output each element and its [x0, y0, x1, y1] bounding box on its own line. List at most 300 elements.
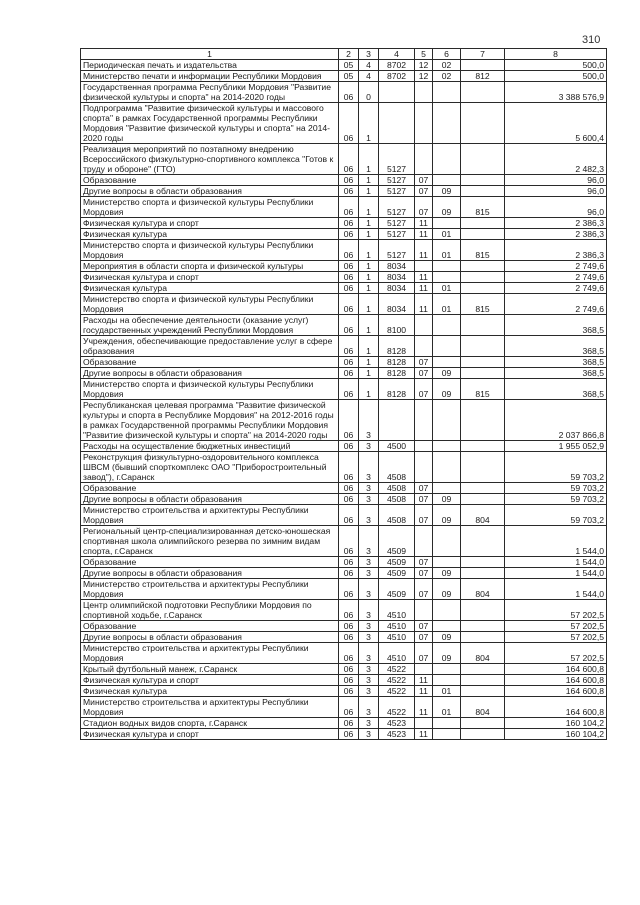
row-code-5: 12: [415, 60, 433, 71]
row-name: Образование: [81, 175, 339, 186]
table-row: [81, 441, 607, 452]
row-code-4: 8034: [379, 283, 415, 294]
row-name: Министерство строительства и архитектуры Республики Мордовия: [81, 643, 339, 664]
row-amount: 1 544,0: [505, 568, 607, 579]
row-code-7: [461, 357, 505, 368]
row-code-2: 06: [339, 526, 359, 557]
row-code-2: 05: [339, 60, 359, 71]
row-code-7: [461, 315, 505, 336]
row-code-2: 06: [339, 283, 359, 294]
row-code-3: 1: [359, 336, 379, 357]
row-code-7: [461, 718, 505, 729]
table-row: [81, 218, 607, 229]
table-row: [81, 675, 607, 686]
row-code-7: 804: [461, 643, 505, 664]
row-name: Министерство спорта и физической культуры Республики Мордовия: [81, 379, 339, 400]
row-name: Образование: [81, 557, 339, 568]
table-row: [81, 557, 607, 568]
row-code-2: 06: [339, 261, 359, 272]
table-row: [81, 600, 607, 621]
row-code-6: 09: [433, 632, 461, 643]
header-col-4: 4: [379, 49, 415, 60]
row-code-2: 06: [339, 675, 359, 686]
row-code-4: 4509: [379, 557, 415, 568]
row-code-5: [415, 144, 433, 175]
row-amount: 96,0: [505, 186, 607, 197]
row-code-6: 01: [433, 229, 461, 240]
table-row: [81, 82, 607, 103]
row-name: Физическая культура и спорт: [81, 272, 339, 283]
row-code-6: 09: [433, 494, 461, 505]
row-code-7: [461, 441, 505, 452]
row-code-5: [415, 452, 433, 483]
row-code-6: [433, 675, 461, 686]
row-amount: 1 955 052,9: [505, 441, 607, 452]
row-code-5: 07: [415, 632, 433, 643]
table-row: [81, 240, 607, 261]
row-name: Мероприятия в области спорта и физической культуры: [81, 261, 339, 272]
row-code-3: 3: [359, 718, 379, 729]
row-code-3: 3: [359, 441, 379, 452]
table-row: [81, 643, 607, 664]
row-code-6: 09: [433, 643, 461, 664]
row-amount: 2 386,3: [505, 218, 607, 229]
row-code-4: 4522: [379, 664, 415, 675]
row-code-2: 06: [339, 197, 359, 218]
row-code-6: [433, 218, 461, 229]
row-name: Другие вопросы в области образования: [81, 494, 339, 505]
row-code-3: 3: [359, 643, 379, 664]
row-name: Физическая культура: [81, 283, 339, 294]
row-code-6: [433, 452, 461, 483]
row-code-6: [433, 557, 461, 568]
table-row: [81, 71, 607, 82]
row-code-2: 06: [339, 483, 359, 494]
row-amount: 164 600,8: [505, 697, 607, 718]
table-row: [81, 368, 607, 379]
row-code-4: 8034: [379, 294, 415, 315]
row-name: Физическая культура и спорт: [81, 218, 339, 229]
row-name: Образование: [81, 621, 339, 632]
table-body: [81, 60, 607, 740]
table-row: [81, 697, 607, 718]
header-col-7: 7: [461, 49, 505, 60]
row-code-5: [415, 441, 433, 452]
row-amount: 164 600,8: [505, 686, 607, 697]
row-code-7: [461, 60, 505, 71]
row-code-6: 09: [433, 568, 461, 579]
row-code-3: 1: [359, 283, 379, 294]
row-amount: 3 388 576,9: [505, 82, 607, 103]
table-row: [81, 186, 607, 197]
table-header-row: [81, 49, 607, 60]
row-code-2: 06: [339, 643, 359, 664]
row-code-4: 5127: [379, 175, 415, 186]
row-name: Другие вопросы в области образования: [81, 368, 339, 379]
row-code-3: 1: [359, 197, 379, 218]
row-code-2: 06: [339, 697, 359, 718]
table-row: [81, 294, 607, 315]
row-code-4: 8100: [379, 315, 415, 336]
row-code-7: [461, 729, 505, 740]
row-code-5: 11: [415, 240, 433, 261]
row-code-6: 09: [433, 579, 461, 600]
row-code-2: 06: [339, 718, 359, 729]
row-code-4: 4523: [379, 729, 415, 740]
row-code-4: 8128: [379, 336, 415, 357]
row-code-7: 804: [461, 505, 505, 526]
row-code-3: 0: [359, 82, 379, 103]
row-amount: 1 544,0: [505, 526, 607, 557]
row-code-7: [461, 686, 505, 697]
row-code-6: 01: [433, 283, 461, 294]
row-amount: 160 104,2: [505, 729, 607, 740]
row-code-4: 4510: [379, 632, 415, 643]
row-code-7: 815: [461, 379, 505, 400]
row-code-3: 1: [359, 144, 379, 175]
row-code-7: [461, 186, 505, 197]
row-code-7: 815: [461, 294, 505, 315]
row-code-2: 06: [339, 218, 359, 229]
row-code-4: 5127: [379, 218, 415, 229]
row-amount: 2 386,3: [505, 240, 607, 261]
row-code-5: [415, 600, 433, 621]
row-amount: 368,5: [505, 315, 607, 336]
row-amount: 1 544,0: [505, 579, 607, 600]
row-code-2: 06: [339, 368, 359, 379]
row-code-6: 01: [433, 697, 461, 718]
row-code-7: [461, 175, 505, 186]
table-row: [81, 283, 607, 294]
row-amount: 368,5: [505, 379, 607, 400]
table-row: [81, 483, 607, 494]
row-code-7: [461, 400, 505, 441]
row-name: Расходы на обеспечение деятельности (оказание услуг) государственных учреждений Республики Мордовия: [81, 315, 339, 336]
row-code-5: [415, 103, 433, 144]
row-code-5: 07: [415, 494, 433, 505]
row-name: Министерство строительства и архитектуры Республики Мордовия: [81, 505, 339, 526]
row-code-4: 5127: [379, 229, 415, 240]
row-code-7: 812: [461, 71, 505, 82]
row-code-4: 4508: [379, 494, 415, 505]
row-code-2: 06: [339, 103, 359, 144]
row-name: Региональный центр-специализированная детско-юношеская спортивная школа олимпийского резерва по зимним видам спорта, г.Саранск: [81, 526, 339, 557]
row-code-3: 1: [359, 357, 379, 368]
row-code-6: [433, 336, 461, 357]
row-code-2: 06: [339, 452, 359, 483]
row-code-3: 3: [359, 526, 379, 557]
row-code-5: [415, 336, 433, 357]
table-row: [81, 729, 607, 740]
row-name: Стадион водных видов спорта, г.Саранск: [81, 718, 339, 729]
row-amount: 160 104,2: [505, 718, 607, 729]
row-code-3: 3: [359, 697, 379, 718]
row-code-6: [433, 441, 461, 452]
row-code-5: [415, 526, 433, 557]
row-code-7: [461, 483, 505, 494]
row-code-3: 3: [359, 494, 379, 505]
table-row: [81, 261, 607, 272]
table-row: [81, 175, 607, 186]
row-code-4: 8034: [379, 261, 415, 272]
row-code-7: [461, 82, 505, 103]
row-amount: 96,0: [505, 197, 607, 218]
row-code-2: 06: [339, 229, 359, 240]
row-code-6: [433, 400, 461, 441]
row-code-3: 3: [359, 686, 379, 697]
row-code-3: 3: [359, 579, 379, 600]
table-row: [81, 400, 607, 441]
row-code-3: 3: [359, 600, 379, 621]
row-code-5: 07: [415, 505, 433, 526]
row-amount: 1 544,0: [505, 557, 607, 568]
row-code-5: 07: [415, 186, 433, 197]
row-code-4: 8702: [379, 71, 415, 82]
row-code-3: 3: [359, 621, 379, 632]
row-code-7: [461, 144, 505, 175]
row-code-2: 06: [339, 186, 359, 197]
row-code-5: 07: [415, 557, 433, 568]
table-row: [81, 632, 607, 643]
row-name: Министерство строительства и архитектуры Республики Мордовия: [81, 697, 339, 718]
row-code-3: 1: [359, 186, 379, 197]
row-code-3: 3: [359, 675, 379, 686]
row-code-3: 1: [359, 294, 379, 315]
row-code-2: 06: [339, 579, 359, 600]
row-code-2: 06: [339, 621, 359, 632]
row-code-6: [433, 664, 461, 675]
row-code-2: 06: [339, 294, 359, 315]
table-row: [81, 60, 607, 71]
row-code-2: 06: [339, 315, 359, 336]
row-code-5: 07: [415, 368, 433, 379]
row-amount: 2 749,6: [505, 261, 607, 272]
row-amount: 59 703,2: [505, 494, 607, 505]
row-code-7: [461, 526, 505, 557]
row-code-2: 06: [339, 600, 359, 621]
row-code-5: 11: [415, 729, 433, 740]
row-code-4: 4523: [379, 718, 415, 729]
row-code-6: [433, 103, 461, 144]
row-name: Республиканская целевая программа "Развитие физической культуры и спорта в Республике Мордовия" на 2012-2016 годы в рамках Государственной программы Республики Мордовия "Развитие физической культуры и спорта" на 2014-2020 годы: [81, 400, 339, 441]
row-code-2: 05: [339, 71, 359, 82]
table-row: [81, 568, 607, 579]
row-code-4: 5127: [379, 240, 415, 261]
row-code-3: 3: [359, 505, 379, 526]
row-code-4: 4508: [379, 452, 415, 483]
row-code-5: 11: [415, 229, 433, 240]
row-code-7: [461, 600, 505, 621]
row-code-7: [461, 218, 505, 229]
row-code-6: [433, 272, 461, 283]
row-code-6: [433, 315, 461, 336]
row-name: Министерство спорта и физической культуры Республики Мордовия: [81, 197, 339, 218]
row-code-4: 4510: [379, 621, 415, 632]
row-name: Реализация мероприятий по поэтапному внедрению Всероссийского физкультурно-спортивного комплекса "Готов к труду и обороне" (ГТО): [81, 144, 339, 175]
row-name: Физическая культура и спорт: [81, 729, 339, 740]
row-code-2: 06: [339, 272, 359, 283]
table-row: [81, 229, 607, 240]
row-code-6: 09: [433, 379, 461, 400]
row-code-5: 07: [415, 197, 433, 218]
row-amount: 57 202,5: [505, 621, 607, 632]
row-code-4: [379, 103, 415, 144]
row-code-3: 1: [359, 368, 379, 379]
row-name: Образование: [81, 357, 339, 368]
row-code-2: 06: [339, 379, 359, 400]
row-code-5: [415, 400, 433, 441]
row-code-7: 804: [461, 579, 505, 600]
row-code-2: 06: [339, 336, 359, 357]
row-name: Крытый футбольный манеж, г.Саранск: [81, 664, 339, 675]
row-code-4: 8034: [379, 272, 415, 283]
row-name: Министерство печати и информации Республики Мордовия: [81, 71, 339, 82]
row-amount: 164 600,8: [505, 664, 607, 675]
row-amount: 96,0: [505, 175, 607, 186]
row-code-4: 4510: [379, 600, 415, 621]
row-code-6: [433, 600, 461, 621]
row-code-6: 02: [433, 71, 461, 82]
row-code-6: [433, 82, 461, 103]
row-code-6: [433, 729, 461, 740]
table-row: [81, 686, 607, 697]
row-code-2: 06: [339, 557, 359, 568]
row-name: Реконструкция физкультурно-оздоровительного комплекса ШВСМ (бывший спорткомплекс ОАО "Приборостроительный завод"), г.Саранск: [81, 452, 339, 483]
row-code-7: [461, 261, 505, 272]
row-name: Другие вопросы в области образования: [81, 186, 339, 197]
row-code-4: [379, 400, 415, 441]
row-code-7: [461, 664, 505, 675]
row-code-3: 3: [359, 452, 379, 483]
row-code-5: 11: [415, 686, 433, 697]
row-code-5: 07: [415, 483, 433, 494]
table-row: [81, 452, 607, 483]
table-row: [81, 664, 607, 675]
row-code-5: 07: [415, 175, 433, 186]
row-code-4: 4509: [379, 568, 415, 579]
row-name: Физическая культура: [81, 686, 339, 697]
row-code-5: 11: [415, 294, 433, 315]
table-row: [81, 336, 607, 357]
row-code-7: [461, 229, 505, 240]
row-name: Государственная программа Республики Мордовия "Развитие физической культуры и спорта" на 2014-2020 годы: [81, 82, 339, 103]
row-code-5: 07: [415, 621, 433, 632]
row-code-6: [433, 526, 461, 557]
row-code-6: 01: [433, 240, 461, 261]
header-col-1: 1: [81, 49, 339, 60]
row-code-3: 3: [359, 568, 379, 579]
row-code-4: 4500: [379, 441, 415, 452]
row-code-7: [461, 452, 505, 483]
row-code-5: [415, 664, 433, 675]
row-code-7: [461, 368, 505, 379]
table-row: [81, 197, 607, 218]
table-row: [81, 315, 607, 336]
table-row: [81, 505, 607, 526]
row-code-2: 06: [339, 664, 359, 675]
header-col-2: 2: [339, 49, 359, 60]
row-code-6: [433, 357, 461, 368]
table-row: [81, 579, 607, 600]
row-amount: 368,5: [505, 368, 607, 379]
row-code-2: 06: [339, 175, 359, 186]
row-code-6: 01: [433, 686, 461, 697]
row-amount: 368,5: [505, 357, 607, 368]
row-code-4: [379, 82, 415, 103]
row-code-2: 06: [339, 357, 359, 368]
row-code-4: 8702: [379, 60, 415, 71]
row-code-3: 1: [359, 272, 379, 283]
table-row: [81, 621, 607, 632]
row-code-3: 1: [359, 218, 379, 229]
row-code-2: 06: [339, 400, 359, 441]
row-code-6: [433, 175, 461, 186]
row-code-7: [461, 632, 505, 643]
row-code-3: 1: [359, 379, 379, 400]
row-amount: 500,0: [505, 71, 607, 82]
row-code-4: 4508: [379, 483, 415, 494]
table-row: [81, 357, 607, 368]
row-code-5: 11: [415, 697, 433, 718]
row-code-4: 5127: [379, 197, 415, 218]
row-code-5: 07: [415, 357, 433, 368]
row-code-6: [433, 621, 461, 632]
row-code-3: 4: [359, 71, 379, 82]
row-code-3: 1: [359, 175, 379, 186]
row-amount: 5 600,4: [505, 103, 607, 144]
row-code-3: 3: [359, 557, 379, 568]
row-code-7: [461, 621, 505, 632]
row-amount: 2 749,6: [505, 294, 607, 315]
row-amount: 59 703,2: [505, 505, 607, 526]
row-code-2: 06: [339, 568, 359, 579]
row-name: Физическая культура: [81, 229, 339, 240]
row-code-3: 1: [359, 240, 379, 261]
row-code-6: 02: [433, 60, 461, 71]
row-amount: 57 202,5: [505, 643, 607, 664]
row-code-2: 06: [339, 82, 359, 103]
row-code-6: [433, 483, 461, 494]
header-col-5: 5: [415, 49, 433, 60]
table-row: [81, 526, 607, 557]
row-code-6: [433, 144, 461, 175]
row-code-3: 3: [359, 400, 379, 441]
row-code-3: 3: [359, 632, 379, 643]
table-row: [81, 144, 607, 175]
row-code-2: 06: [339, 632, 359, 643]
row-code-6: 01: [433, 294, 461, 315]
row-code-5: 07: [415, 379, 433, 400]
row-amount: 164 600,8: [505, 675, 607, 686]
row-code-7: [461, 336, 505, 357]
row-code-7: [461, 568, 505, 579]
row-amount: 59 703,2: [505, 452, 607, 483]
row-name: Другие вопросы в области образования: [81, 568, 339, 579]
row-amount: 59 703,2: [505, 483, 607, 494]
row-name: Министерство спорта и физической культуры Республики Мордовия: [81, 240, 339, 261]
row-code-2: 06: [339, 240, 359, 261]
row-name: Периодическая печать и издательства: [81, 60, 339, 71]
row-name: Учреждения, обеспечивающие предоставление услуг в сфере образования: [81, 336, 339, 357]
row-code-5: 11: [415, 218, 433, 229]
row-code-7: 815: [461, 240, 505, 261]
row-code-4: 8128: [379, 368, 415, 379]
row-code-2: 06: [339, 505, 359, 526]
row-code-6: [433, 718, 461, 729]
row-code-7: [461, 557, 505, 568]
row-code-5: 07: [415, 643, 433, 664]
row-code-4: 4510: [379, 643, 415, 664]
